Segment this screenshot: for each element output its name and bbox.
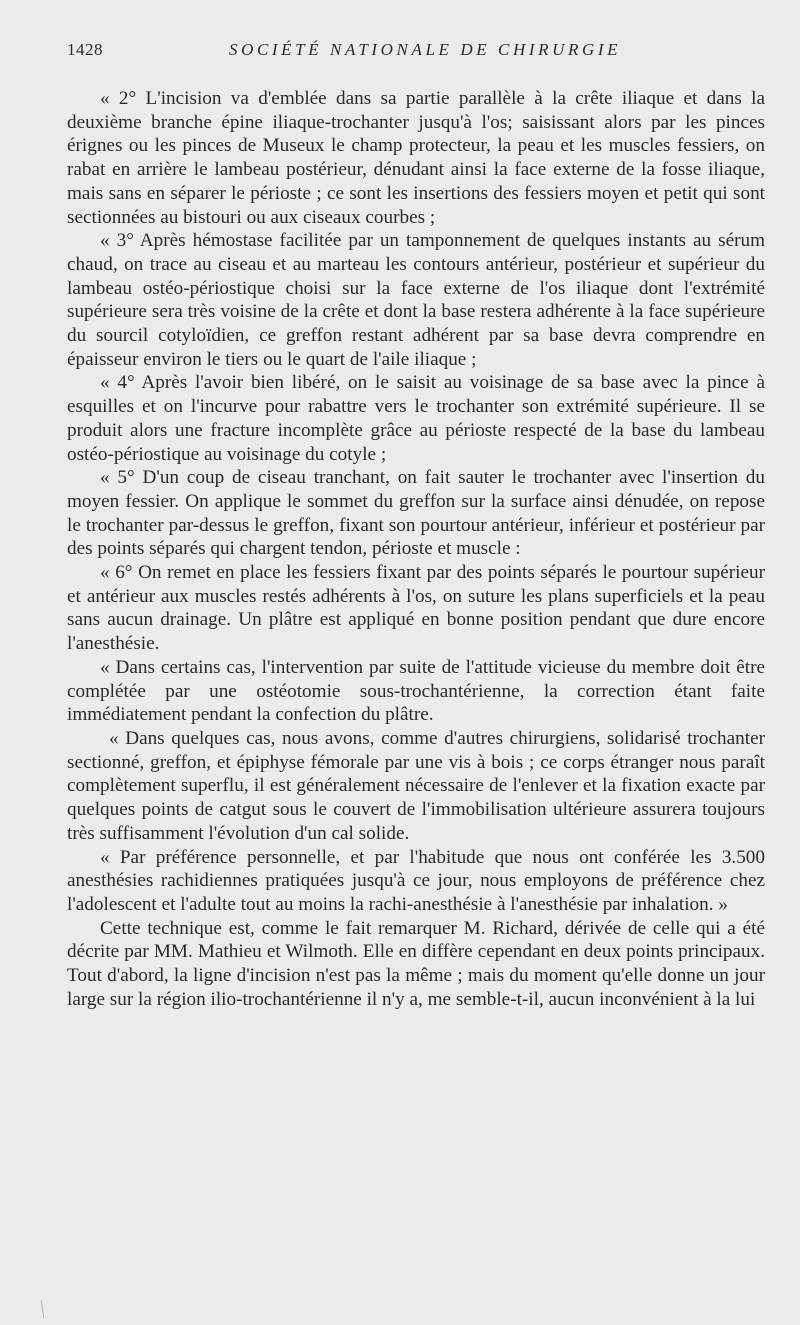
paragraph-step-2: « 2° L'incision va d'emblée dans sa partie parallèle à la crête iliaque et dans la deuxième branche épine iliaque-trochanter jusqu'à l'os; saisissant alors par les pinces érignes ou les pinces de Museux le champ protecteur, la peau et les muscles fessiers, on rabat en arrière le lambeau postérieur, dénudant ainsi la face externe de la fosse iliaque, mais sans en séparer le périoste ; ce sont les insertions des fessiers moyen et petit qui sont sectionnées au bistouri ou aux ciseaux courbes ; [67, 88, 765, 228]
paragraph-osteotomy: « Dans certains cas, l'intervention par suite de l'attitude vicieuse du membre doit être complétée par une ostéotomie sous-trochantérienne, la correction étant faite immédiatement pendant la confection du plâtre. [67, 656, 765, 726]
page-number: 1428 [67, 40, 103, 59]
paragraph-screw-fixation: « Dans quelques cas, nous avons, comme d'autres chirurgiens, solidarisé trochanter sectionné, greffon, et épiphyse fémorale par une vis à bois ; ce corps étranger nous paraît complètement superflu, il est généralement nécessaire de l'enlever et la fixation exacte par quelques points de catgut sous le couvert de l'immobilisation ultérieure assurera toujours très suffisamment l'évolution d'un cal solide. [67, 727, 765, 844]
body-text [67, 87, 765, 1011]
paragraph-step-6: « 6° On remet en place les fessiers fixant par des points séparés le pourtour supérieur et antérieur aux muscles restés adhérents à l'os, on suture les plans superficiels et la peau sans aucun drainage. Un plâtre est appliqué en bonne position pendant que dure encore l'anesthésie. [67, 562, 765, 655]
paragraph-anesthesia: « Par préférence personnelle, et par l'habitude que nous ont conférée les 3.500 anesthésies rachidiennes pratiquées jusqu'à ce jour, nous employons de préférence chez l'adolescent et l'adulte tout au moins la rachi-anesthésie à l'anesthésie par inhalation. » [67, 846, 765, 915]
paragraph-step-4: « 4° Après l'avoir bien libéré, on le saisit au voisinage de sa base avec la pince à esquilles et on l'incurve pour rabattre vers le trochanter son extrémité supérieure. Il se produit alors une fracture incomplète grâce au périoste respecté de la base du lambeau ostéo-périostique au voisinage du cotyle ; [67, 372, 765, 465]
paragraph-step-5: « 5° D'un coup de ciseau tranchant, on fait sauter le trochanter avec l'insertion du moyen fessier. On applique le sommet du greffon sur la surface ainsi dénudée, on repose le trochanter par-dessus le greffon, fixant son pourtour antérieur, inférieur et postérieur par des points séparés qui chargent tendon, périoste et muscle : [67, 467, 765, 560]
margin-mark [41, 1300, 44, 1318]
running-title: SOCIÉTÉ NATIONALE DE CHIRURGIE [229, 40, 622, 59]
paragraph-step-3: « 3° Après hémostase facilitée par un tamponnement de quelques instants au sérum chaud, on trace au ciseau et au marteau les contours antérieur, postérieur et supérieur du lambeau ostéo-périostique choisi sur la face externe de l'os iliaque dont l'extrémité supérieure sera très voisine de la crête et dont la base restera adhérente à la face supérieure du sourcil cotyloïdien, ce greffon restant adhérent par sa base devra comprendre en épaisseur environ le tiers ou le quart de l'aile iliaque ; [67, 230, 765, 370]
paragraph-commentary: Cette technique est, comme le fait remarquer M. Richard, dérivée de celle qui a été décrite par MM. Mathieu et Wilmoth. Elle en diffère cependant en deux points principaux. Tout d'abord, la ligne d'incision n'est pas la même ; mais du moment qu'elle donne un jour large sur la région ilio-trochantérienne il n'y a, me semble-t-il, aucun inconvénient à la lui [67, 917, 765, 1010]
page-header [67, 40, 765, 64]
